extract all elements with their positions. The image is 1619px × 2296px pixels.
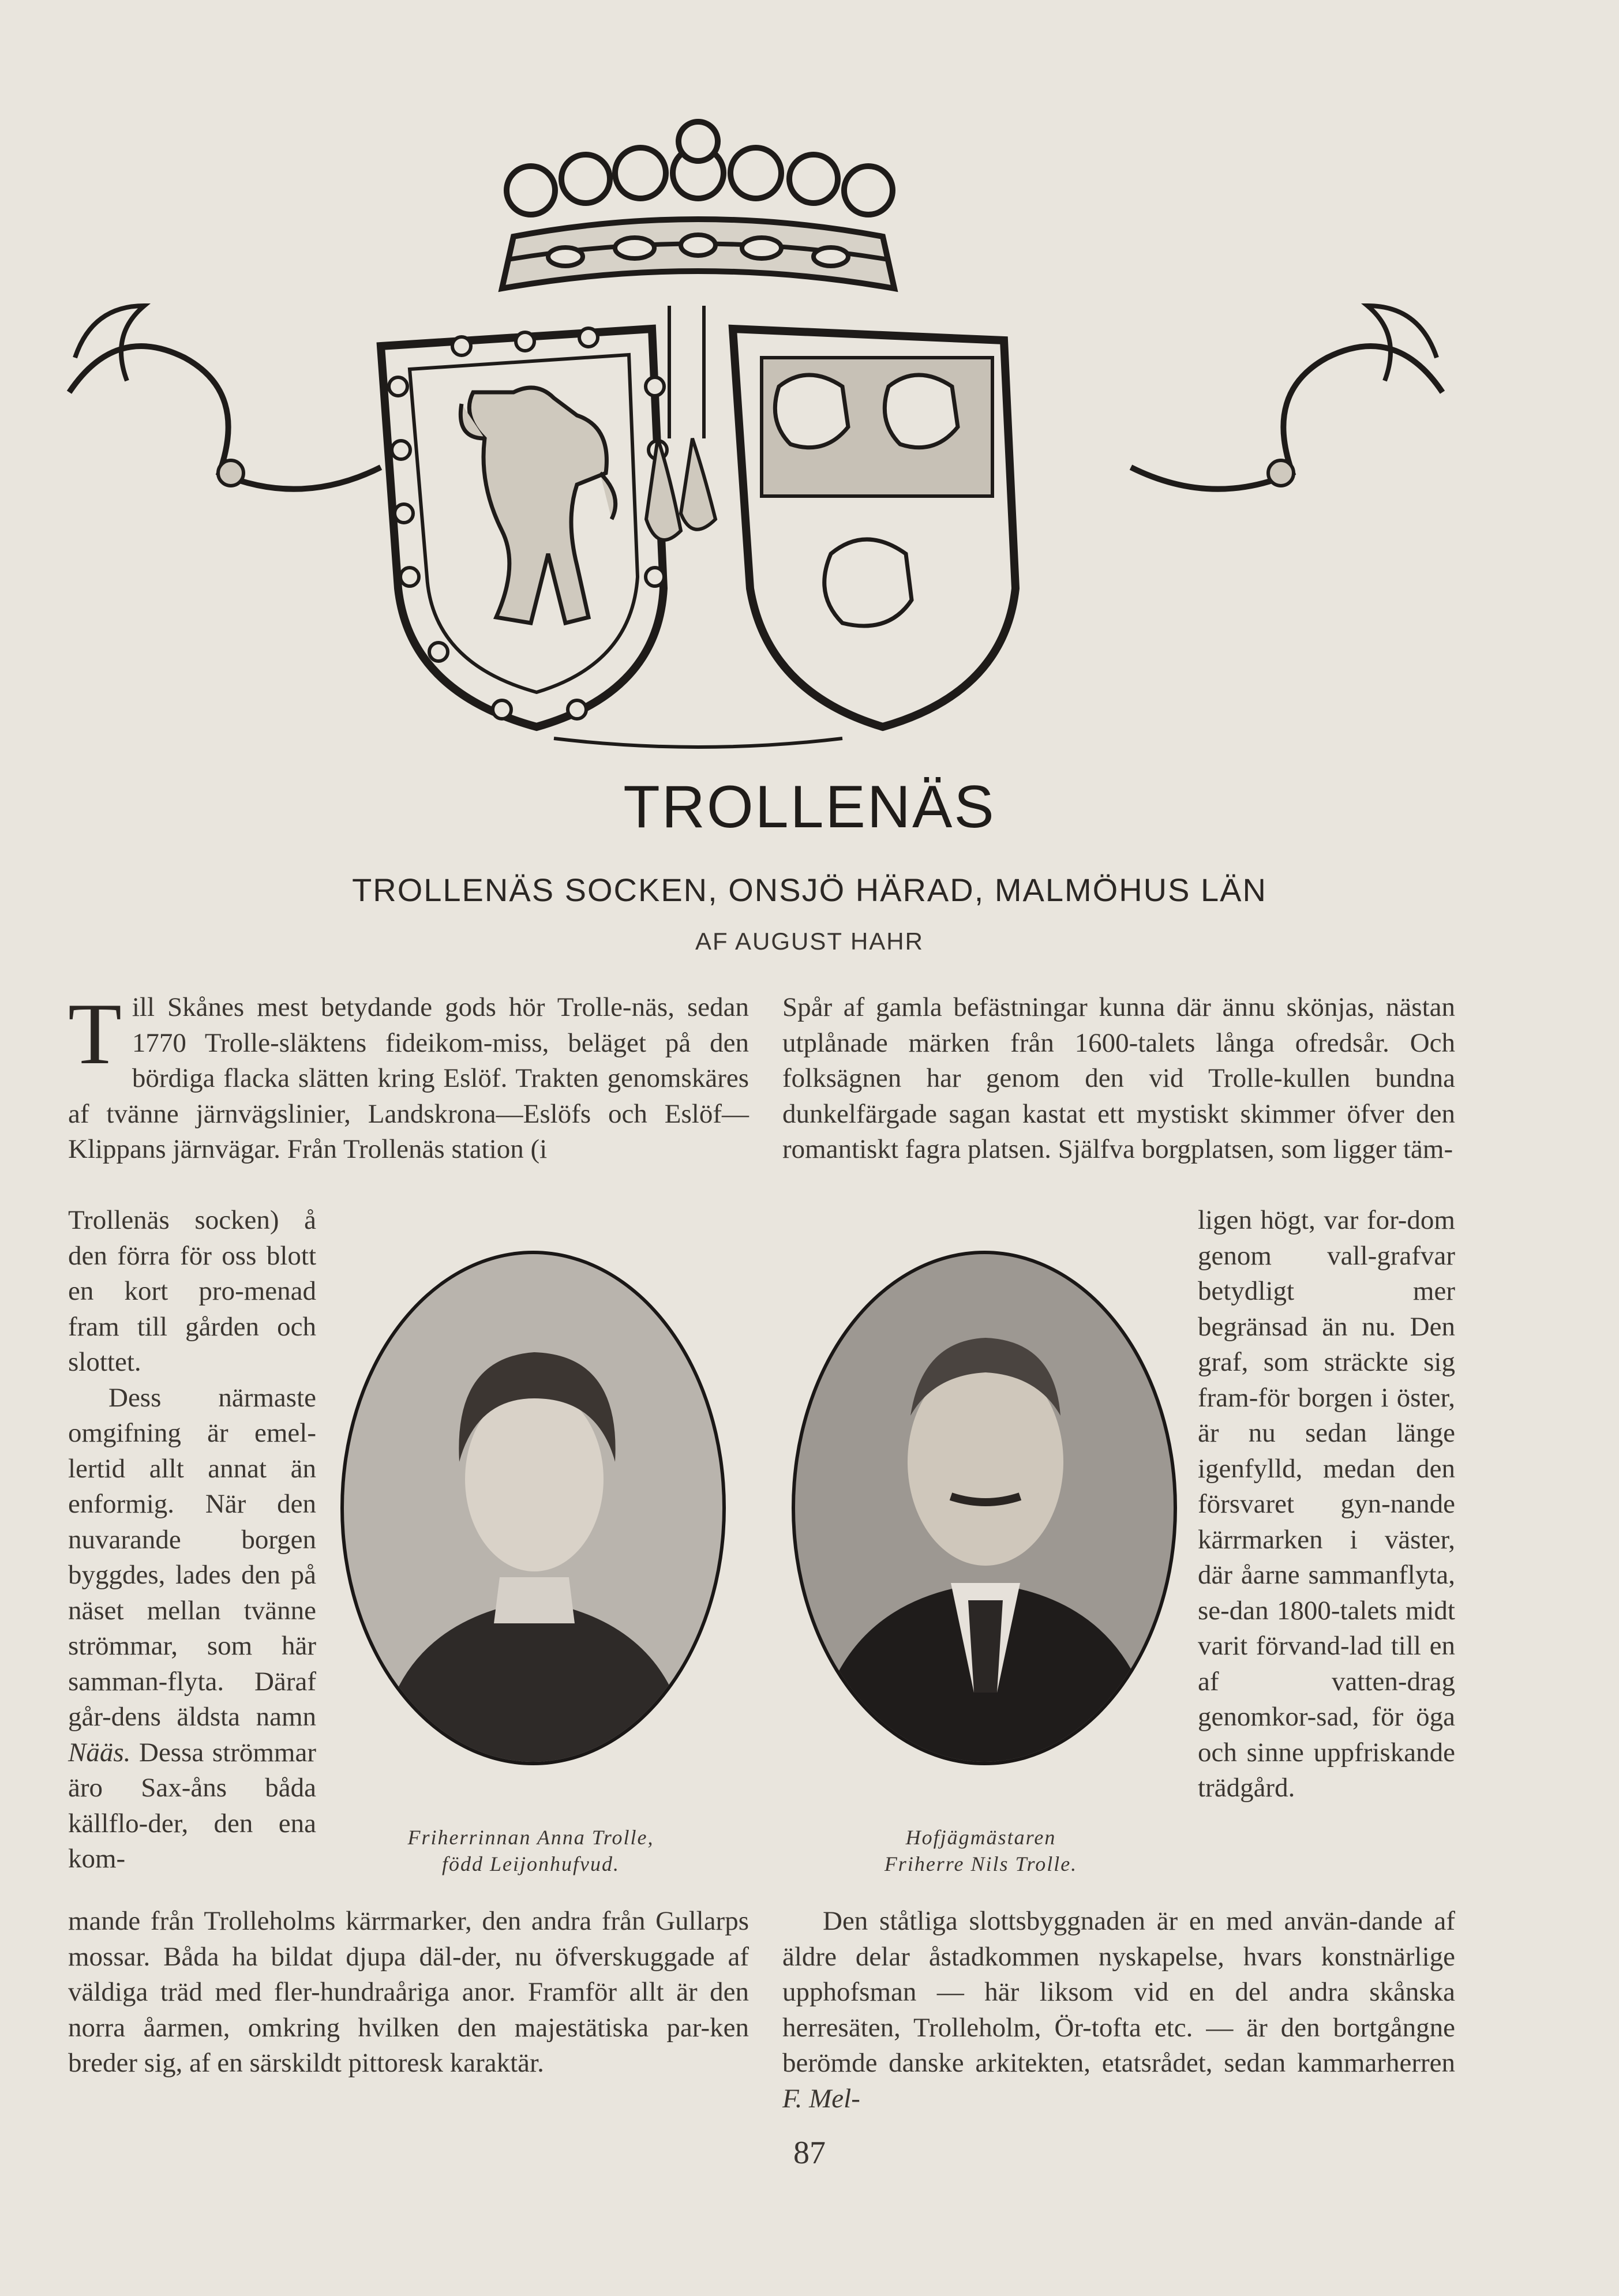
caption-line: Friherrinnan Anna Trolle, — [407, 1826, 654, 1849]
drop-cap: T — [68, 985, 122, 1082]
italic-name: F. Mel- — [782, 2083, 860, 2114]
paragraph-castle — [782, 1904, 1455, 2117]
right-column-narrow — [1198, 1203, 1455, 1806]
left-column-top — [68, 985, 749, 1168]
article-title: TROLLENÄS — [623, 774, 996, 841]
coat-of-arms-icon — [58, 115, 1454, 761]
paragraph-moats: ligen högt, var for-dom genom vall-grafvar betydligt mer begränsad än nu. Den graf, som sträckte sig fram-för borgen i öster, är nu sedan länge igenfylld, medan den försvaret gyn-nande kärrmarken i väster, där åarne sammanflyta, se-dan 1800-talets midt varit förvand-lad till en af vatten-drag genomkor-sad, för öga och sinne uppfriskande trädgård. — [1198, 1205, 1455, 1803]
left-column-narrow — [68, 1203, 316, 1877]
caption-line: Hofjägmästaren — [905, 1826, 1056, 1849]
left-column-bottom — [68, 1904, 749, 2081]
paragraph-streams: mande från Trolleholms kärrmarker, den andra från Gullarps mossar. Båda ha bildat djupa däl-der, nu öfverskuggade af väldiga träd med fler-hundraåriga anor. Framför allt är den norra åarmen, omkring hvilken den majestätiska par-ken breder sig, af en särskildt pittoresk karaktär. — [68, 1906, 749, 2078]
author-byline: AF AUGUST HAHR — [695, 928, 924, 955]
crown-pearls — [507, 122, 893, 215]
caption-line: Friherre Nils Trolle. — [884, 1852, 1078, 1875]
man-portrait-icon — [795, 1254, 1174, 1762]
text-span: Dessa strömmar äro Sax-åns båda källflo-der, den ena kom- — [68, 1737, 316, 1874]
italic-name: Nääs. — [68, 1737, 131, 1768]
right-column-top — [782, 990, 1455, 1168]
right-column-bottom — [782, 1904, 1455, 2117]
woman-portrait-icon — [344, 1254, 722, 1762]
page-number: 87 — [793, 2135, 826, 2171]
caption-left — [358, 1824, 704, 1877]
text-span: Den ståtliga slottsbyggnaden är en med använ-dande af äldre delar åstadkommen nyskapelse, hvars konstnärlige upphofsman — här liksom vid en del andra skånska herresäten, Trolleholm, Ör-tofta etc. — är den bortgångne berömde danske arkitekten, etatsrådet, sedan kammarherren — [782, 1906, 1455, 2078]
caption-line: född Leijonhufvud. — [442, 1852, 620, 1875]
paragraph-station: Trollenäs socken) å den förra för oss blott en kort pro-menad fram till gården och slottet. — [68, 1205, 316, 1377]
caption-right — [802, 1824, 1160, 1877]
portrait-anna-trolle — [340, 1251, 726, 1765]
paragraph-fortifications: Spår af gamla befästningar kunna där ännu skönjas, nästan utplånade märken från 1600-talets långa ofredsår. Och folksägnen har genom den vid Trolle-kullen bundna dunkelfärgade sagan kastat ett mystiskt skimmer öfver den romantiskt fagra platsen. Själfva borgplatsen, som ligger täm- — [782, 992, 1455, 1164]
text-span: Dess närmaste omgifning är emel-lertid allt annat än enformig. När den nuvarande borgen byggdes, lades den på näset mellan tvänne strömmar, som här samman-flyta. Däraf går-dens äldsta namn — [68, 1382, 316, 1732]
paragraph-intro: ill Skånes mest betydande gods hör Trolle-näs, sedan 1770 Trolle-släktens fideikom-miss, beläget på den bördiga flacka slätten kring Eslöf. Trakten genomskäres af tvänne järnvägslinier, Landskrona—Eslöfs och Eslöf—Klippans järnvägar. Från Trollenäs station (i — [68, 992, 749, 1164]
portrait-nils-trolle — [792, 1251, 1177, 1765]
article-subtitle: TROLLENÄS SOCKEN, ONSJÖ HÄRAD, MALMÖHUS LÄN — [352, 872, 1267, 908]
paragraph-surroundings — [68, 1380, 316, 1877]
